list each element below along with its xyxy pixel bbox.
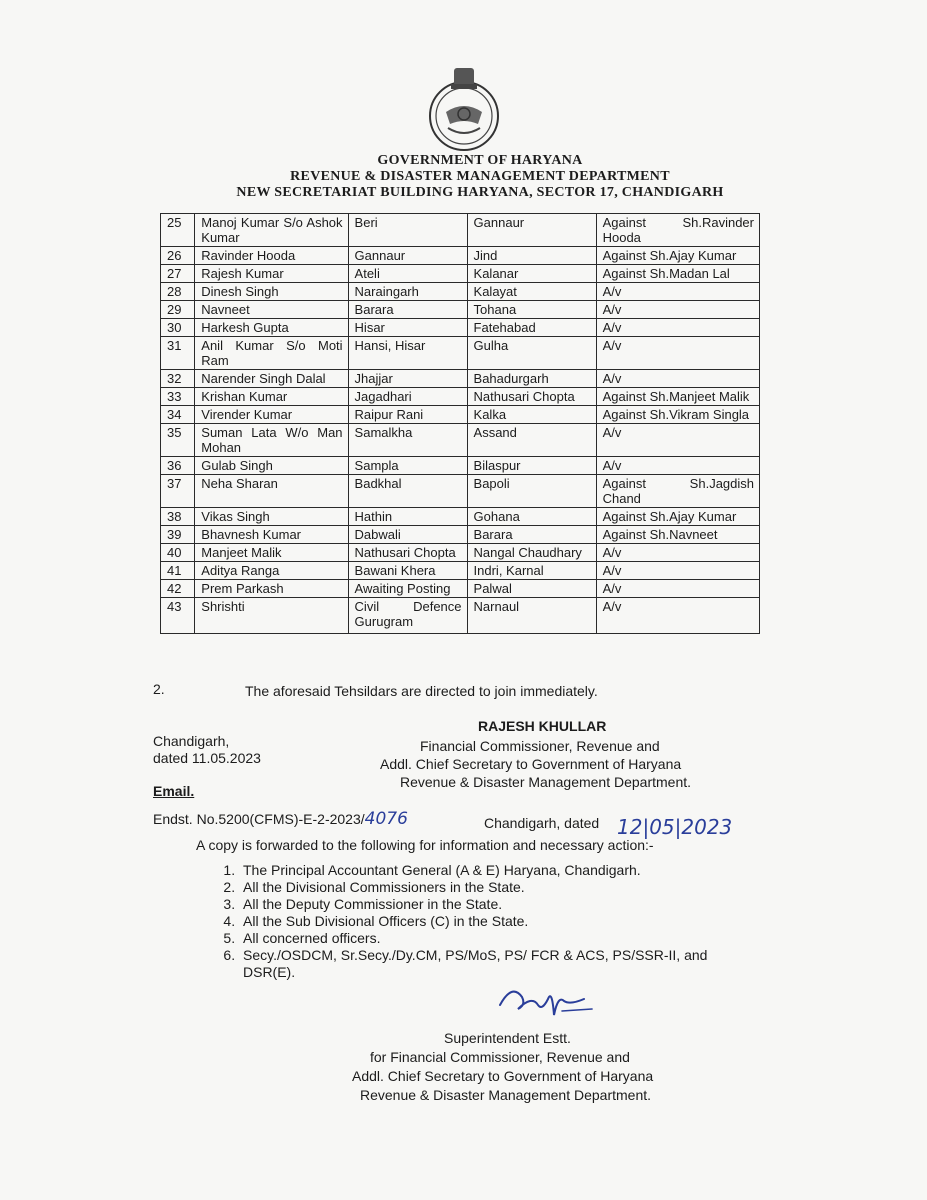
to-cell: Indri, Karnal xyxy=(467,562,596,580)
from-cell: Jagadhari xyxy=(348,388,467,406)
serial-cell: 38 xyxy=(161,508,195,526)
list-item: 1. The Principal Accountant General (A & E) Haryana, Chandigarh. xyxy=(239,862,759,879)
to-cell: Gohana xyxy=(467,508,596,526)
superintendent-line-1: for Financial Commissioner, Revenue and xyxy=(370,1049,630,1065)
signatory-designation-3: Revenue & Disaster Management Department. xyxy=(400,774,692,790)
name-cell: Virender Kumar xyxy=(195,406,348,424)
handwritten-signature-icon xyxy=(492,975,612,1025)
to-cell: Kalayat xyxy=(467,283,596,301)
name-cell: Aditya Ranga xyxy=(195,562,348,580)
from-cell: Hathin xyxy=(348,508,467,526)
copy-forward-intro: A copy is forwarded to the following for information and necessary action:- xyxy=(196,837,654,853)
from-cell: Barara xyxy=(348,301,467,319)
table-row xyxy=(161,562,760,580)
email-label: Email. xyxy=(153,783,195,799)
table-row xyxy=(161,544,760,562)
state-emblem-icon xyxy=(418,62,510,154)
signatory-designation-2: Addl. Chief Secretary to Government of Haryana xyxy=(380,756,682,772)
name-cell: Manoj Kumar S/o Ashok Kumar xyxy=(195,214,348,247)
table-row xyxy=(161,580,760,598)
name-cell: Manjeet Malik xyxy=(195,544,348,562)
remarks-cell: A/v xyxy=(596,319,759,337)
table-row xyxy=(161,301,760,319)
table-row xyxy=(161,337,760,370)
serial-cell: 39 xyxy=(161,526,195,544)
superintendent-line-3: Revenue & Disaster Management Department. xyxy=(360,1087,652,1103)
table-row xyxy=(161,475,760,508)
to-cell: Narnaul xyxy=(467,598,596,634)
remarks-cell: A/v xyxy=(596,301,759,319)
list-item: 5. All concerned officers. xyxy=(239,930,759,947)
serial-cell: 35 xyxy=(161,424,195,457)
header-government: GOVERNMENT OF HARYANA xyxy=(377,153,583,168)
table-row xyxy=(161,526,760,544)
to-cell: Fatehabad xyxy=(467,319,596,337)
to-cell: Assand xyxy=(467,424,596,457)
name-cell: Rajesh Kumar xyxy=(195,265,348,283)
to-cell: Bahadurgarh xyxy=(467,370,596,388)
list-item: 4. All the Sub Divisional Officers (C) in the State. xyxy=(239,913,759,930)
table-row xyxy=(161,457,760,475)
remarks-cell: A/v xyxy=(596,424,759,457)
from-cell: Sampla xyxy=(348,457,467,475)
to-cell: Gulha xyxy=(467,337,596,370)
from-cell: Samalkha xyxy=(348,424,467,457)
to-cell: Jind xyxy=(467,247,596,265)
name-cell: Harkesh Gupta xyxy=(195,319,348,337)
from-cell: Jhajjar xyxy=(348,370,467,388)
remarks-cell: A/v xyxy=(596,283,759,301)
from-cell: Naraingarh xyxy=(348,283,467,301)
to-cell: Barara xyxy=(467,526,596,544)
from-cell: Bawani Khera xyxy=(348,562,467,580)
to-cell: Bilaspur xyxy=(467,457,596,475)
list-item: 6. Secy./OSDCM, Sr.Secy./Dy.CM, PS/MoS, PS/ FCR & ACS, PS/SSR-II, and DSR(E). xyxy=(239,947,759,981)
remarks-cell: A/v xyxy=(596,598,759,634)
from-cell: Awaiting Posting xyxy=(348,580,467,598)
table-row xyxy=(161,508,760,526)
from-cell: Hansi, Hisar xyxy=(348,337,467,370)
remarks-cell: A/v xyxy=(596,370,759,388)
name-cell: Krishan Kumar xyxy=(195,388,348,406)
table-row xyxy=(161,265,760,283)
name-cell: Vikas Singh xyxy=(195,508,348,526)
remarks-cell: Against Sh.Ajay Kumar xyxy=(596,247,759,265)
list-item: 2. All the Divisional Commissioners in the State. xyxy=(239,879,759,896)
to-cell: Bapoli xyxy=(467,475,596,508)
table-row xyxy=(161,598,760,634)
remarks-cell: A/v xyxy=(596,580,759,598)
endorsement-number xyxy=(153,809,408,829)
serial-cell: 42 xyxy=(161,580,195,598)
from-cell: Badkhal xyxy=(348,475,467,508)
from-cell: Nathusari Chopta xyxy=(348,544,467,562)
serial-cell: 27 xyxy=(161,265,195,283)
name-cell: Suman Lata W/o Man Mohan xyxy=(195,424,348,457)
table-row xyxy=(161,319,760,337)
table-row xyxy=(161,247,760,265)
to-cell: Gannaur xyxy=(467,214,596,247)
to-cell: Palwal xyxy=(467,580,596,598)
name-cell: Anil Kumar S/o Moti Ram xyxy=(195,337,348,370)
signatory-designation-1: Financial Commissioner, Revenue and xyxy=(420,738,660,754)
serial-cell: 40 xyxy=(161,544,195,562)
serial-cell: 37 xyxy=(161,475,195,508)
serial-cell: 29 xyxy=(161,301,195,319)
serial-cell: 28 xyxy=(161,283,195,301)
serial-cell: 30 xyxy=(161,319,195,337)
header-department: REVENUE & DISASTER MANAGEMENT DEPARTMENT xyxy=(290,169,670,184)
remarks-cell: Against Sh.Navneet xyxy=(596,526,759,544)
name-cell: Neha Sharan xyxy=(195,475,348,508)
from-cell: Ateli xyxy=(348,265,467,283)
endorsement-place-dated: Chandigarh, dated xyxy=(484,815,600,831)
name-cell: Gulab Singh xyxy=(195,457,348,475)
table-row xyxy=(161,388,760,406)
remarks-cell: Against Sh.Ajay Kumar xyxy=(596,508,759,526)
remarks-cell: Against Sh.Vikram Singla xyxy=(596,406,759,424)
to-cell: Nangal Chaudhary xyxy=(467,544,596,562)
tehsildar-transfer-table xyxy=(160,213,760,634)
table-row xyxy=(161,424,760,457)
serial-cell: 43 xyxy=(161,598,195,634)
from-cell: Beri xyxy=(348,214,467,247)
handwritten-date: 12|05|2023 xyxy=(617,815,733,839)
remarks-cell: A/v xyxy=(596,562,759,580)
from-cell: Hisar xyxy=(348,319,467,337)
header-address: NEW SECRETARIAT BUILDING HARYANA, SECTOR 17, CHANDIGARH xyxy=(236,185,724,200)
superintendent-title: Superintendent Estt. xyxy=(444,1030,571,1046)
serial-cell: 41 xyxy=(161,562,195,580)
dated-text: dated 11.05.2023 xyxy=(153,750,261,766)
serial-cell: 36 xyxy=(161,457,195,475)
name-cell: Navneet xyxy=(195,301,348,319)
para-number: 2. xyxy=(153,681,165,697)
remarks-cell: Against Sh.Jagdish Chand xyxy=(596,475,759,508)
name-cell: Ravinder Hooda xyxy=(195,247,348,265)
to-cell: Kalanar xyxy=(467,265,596,283)
serial-cell: 33 xyxy=(161,388,195,406)
name-cell: Shrishti xyxy=(195,598,348,634)
para-join-immediately: The aforesaid Tehsildars are directed to join immediately. xyxy=(245,683,598,699)
table-row xyxy=(161,214,760,247)
copy-recipients-list xyxy=(215,862,759,981)
table-row xyxy=(161,283,760,301)
remarks-cell: Against Sh.Madan Lal xyxy=(596,265,759,283)
from-cell: Civil Defence Gurugram xyxy=(348,598,467,634)
table-row xyxy=(161,406,760,424)
from-cell: Dabwali xyxy=(348,526,467,544)
signatory-name: RAJESH KHULLAR xyxy=(478,718,607,734)
list-item: 3. All the Deputy Commissioner in the State. xyxy=(239,896,759,913)
serial-cell: 32 xyxy=(161,370,195,388)
endorsement-number-printed: Endst. No.5200(CFMS)-E-2-2023/ xyxy=(153,811,365,827)
endorsement-number-handwritten: 4076 xyxy=(364,809,408,829)
place-text: Chandigarh, xyxy=(153,733,230,749)
from-cell: Raipur Rani xyxy=(348,406,467,424)
table-row xyxy=(161,370,760,388)
name-cell: Dinesh Singh xyxy=(195,283,348,301)
to-cell: Tohana xyxy=(467,301,596,319)
remarks-cell: A/v xyxy=(596,544,759,562)
remarks-cell: A/v xyxy=(596,337,759,370)
to-cell: Kalka xyxy=(467,406,596,424)
name-cell: Narender Singh Dalal xyxy=(195,370,348,388)
remarks-cell: Against Sh.Ravinder Hooda xyxy=(596,214,759,247)
name-cell: Prem Parkash xyxy=(195,580,348,598)
from-cell: Gannaur xyxy=(348,247,467,265)
serial-cell: 34 xyxy=(161,406,195,424)
remarks-cell: Against Sh.Manjeet Malik xyxy=(596,388,759,406)
serial-cell: 25 xyxy=(161,214,195,247)
to-cell: Nathusari Chopta xyxy=(467,388,596,406)
remarks-cell: A/v xyxy=(596,457,759,475)
serial-cell: 31 xyxy=(161,337,195,370)
name-cell: Bhavnesh Kumar xyxy=(195,526,348,544)
superintendent-line-2: Addl. Chief Secretary to Government of Haryana xyxy=(352,1068,654,1084)
serial-cell: 26 xyxy=(161,247,195,265)
